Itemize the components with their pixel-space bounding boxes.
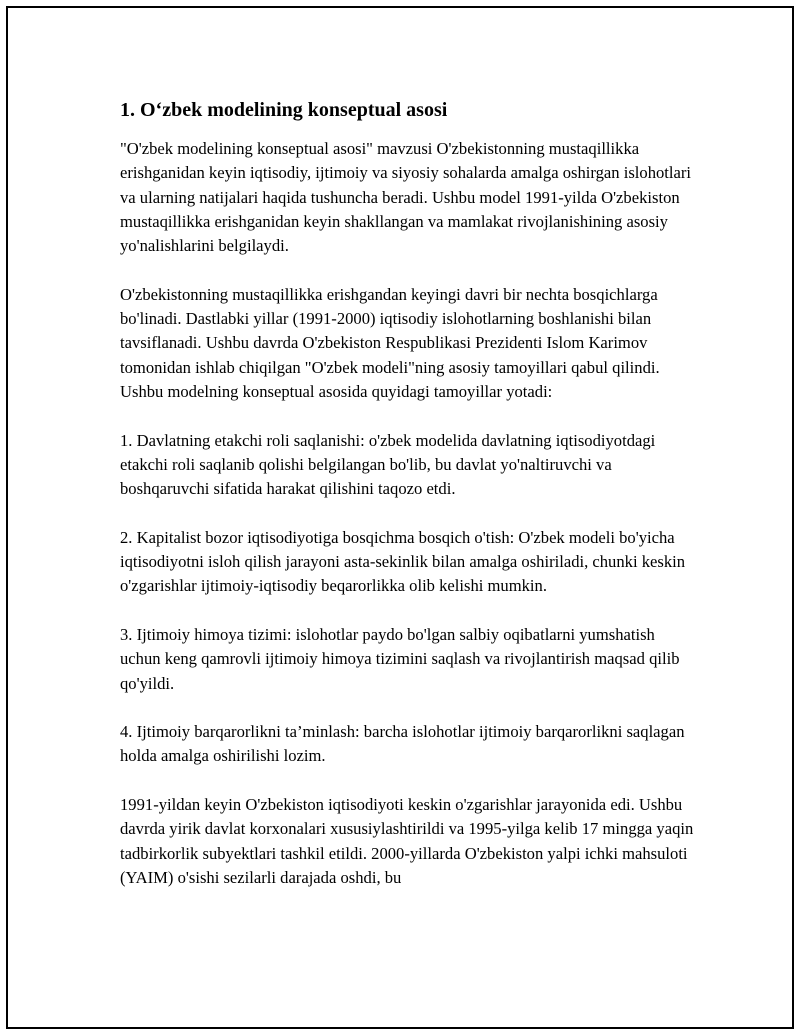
paragraph-principle-3: 3. Ijtimoiy himoya tizimi: islohotlar paydo bo'lgan salbiy oqibatlarni yumshatish uchun keng qamrovli ijtimoiy himoya tizimini saqlash va rivojlantirish maqsad qilib qo'yildi. [120, 624, 680, 693]
paragraph-principle-2: 2. Kapitalist bozor iqtisodiyotiga bosqichma bosqich o'tish: O'zbek modeli bo'yicha iqtisodiyotni isloh qilish jarayoni asta-sekinlik bilan amalga oshiriladi, chunki keskin o'zgarishlar ijtimoiy-iqtisodiy beqarorlikka olib kelishi mumkin. [120, 527, 686, 596]
paragraph-economy: 1991-yildan keyin O'zbekiston iqtisodiyoti keskin o'zgarishlar jarayonida edi. Ushbu davrda yirik davlat korxonalari xususiylashtirildi va 1995-yilga kelib 17 mingga yaqin tadbirkorlik subyektlari tashkil etildi. 2000-yillarda O'zbekiston yalpi ichki mahsuloti (YAIM) o'sishi sezilarli darajada oshdi, bu [120, 795, 694, 887]
paragraph-principle-4: 4. Ijtimoiy barqarorlikni ta’minlash: barcha islohotlar ijtimoiy barqarorlikni saqlagan holda amalga oshirilishi lozim. [120, 722, 685, 766]
page-frame [6, 6, 794, 1029]
document-title: 1. O‘zbek modelining konseptual asosi [120, 99, 448, 121]
document-body [120, 98, 695, 915]
paragraph-principle-1: 1. Davlatning etakchi roli saqlanishi: o'zbek modelida davlatning iqtisodiyotdagi etakchi roli saqlanib qolishi belgilangan bo'lib, bu davlat yo'naltiruvchi va boshqaruvchi sifatida harakat qilishini taqozo etdi. [120, 430, 656, 499]
paragraph-stages: O'zbekistonning mustaqillikka erishgandan keyingi davri bir nechta bosqichlarga bo'linadi. Dastlabki yillar (1991-2000) iqtisodiy islohotlarning boshlanishi bilan tavsiflanadi. Ushbu davrda O'zbekiston Respublikasi Prezidenti Islom Karimov tomonidan ishlab chiqilgan "O'zbek modeli"ning asosiy tamoyillari qabul qilindi. Ushbu modelning konseptual asosida quyidagi tamoyillar yotadi: [120, 284, 660, 401]
paragraph-intro: "O'zbek modelining konseptual asosi" mavzusi O'zbekistonning mustaqillikka erishganidan keyin iqtisodiy, ijtimoiy va siyosiy sohalarda amalga oshirgan islohotlari va ularning natijalari haqida tushuncha beradi. Ushbu model 1991-yilda O'zbekiston mustaqillikka erishganidan keyin shakllangan va mamlakat rivojlanishining asosiy yo'nalishlarini belgilaydi. [120, 139, 692, 256]
